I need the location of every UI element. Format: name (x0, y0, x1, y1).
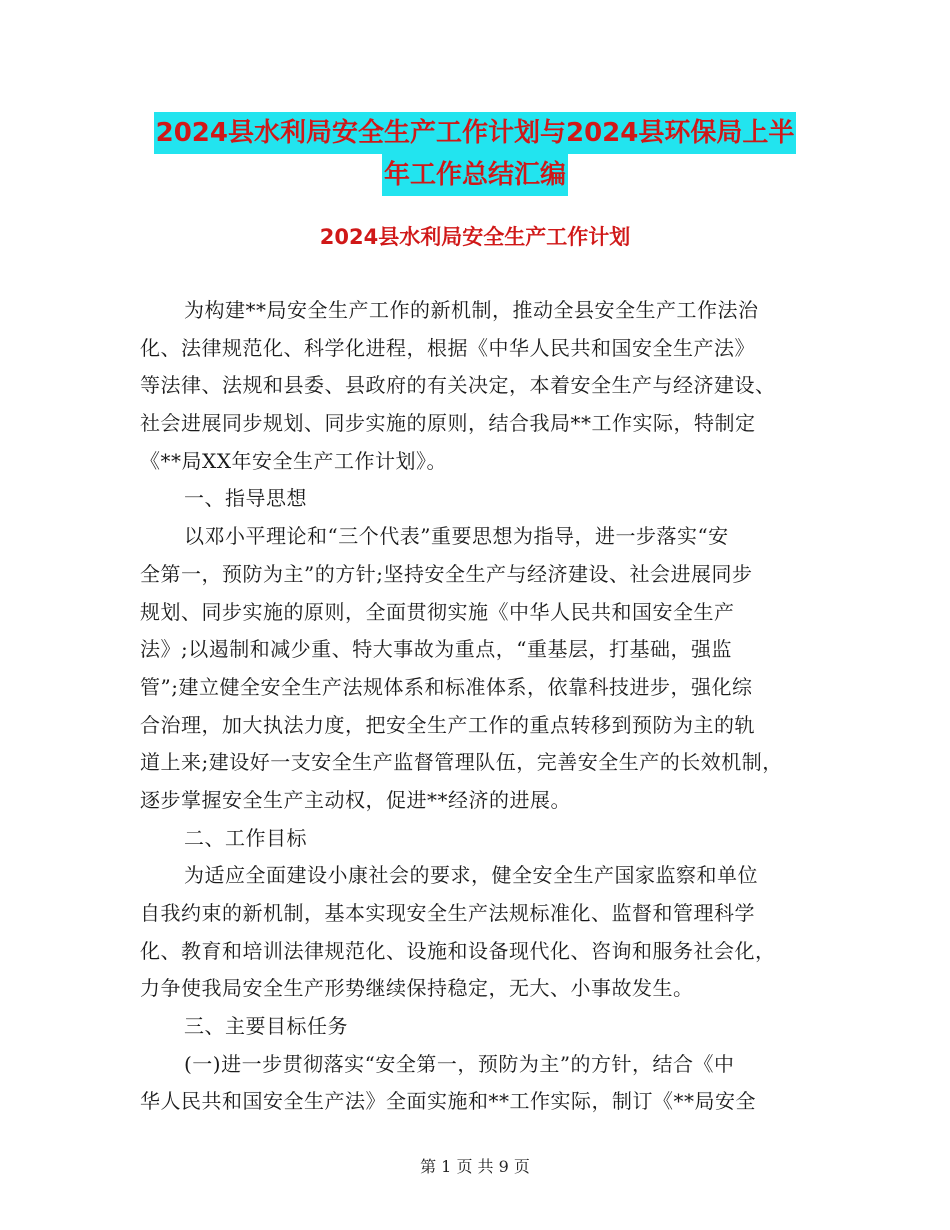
body-line: 等法律、法规和县委、县政府的有关决定，本着安全生产与经济建设、 (140, 373, 776, 398)
body-line: 化、教育和培训法律规范化、设施和设备现代化、咨询和服务社会化， (140, 938, 776, 963)
document-body (140, 292, 820, 1121)
body-line: 以邓小平理论和“三个代表”重要思想为指导，进一步落实“安 (184, 524, 729, 549)
body-line: 合治理，加大执法力度，把安全生产工作的重点转移到预防为主的轨 (140, 712, 755, 737)
heading-guiding-ideology: 一、指导思想 (184, 486, 307, 511)
title-line-1: 2024县水利局安全生产工作计划与2024县环保局上半 (154, 112, 797, 154)
title-line-2: 年工作总结汇编 (382, 154, 568, 196)
body-line: 力争使我局安全生产形势继续保持稳定，无大、小事故发生。 (140, 976, 694, 1001)
body-line: 化、法律规范化、科学化进程，根据《中华人民共和国安全生产法》 (140, 335, 755, 360)
body-line: 逐步掌握安全生产主动权，促进**经济的进展。 (140, 787, 571, 812)
body-line: 法》;以遏制和减少重、特大事故为重点，“重基层，打基础，强监 (140, 637, 732, 662)
section-title: 2024县水利局安全生产工作计划 (319, 225, 631, 249)
body-line: 《**局XX年安全生产工作计划》。 (140, 448, 447, 473)
body-line: 社会进展同步规划、同步实施的原则，结合我局**工作实际，特制定 (140, 411, 756, 436)
body-line: 管”;建立健全安全生产法规体系和标准体系，依靠科技进步，强化综 (140, 674, 753, 699)
heading-work-goals: 二、工作目标 (184, 825, 307, 850)
body-line: 自我约束的新机制，基本实现安全生产法规标准化、监督和管理科学 (140, 901, 755, 925)
body-line: 为构建**局安全生产工作的新机制，推动全县安全生产工作法治 (184, 298, 759, 322)
body-line: 道上来;建设好一支安全生产监督管理队伍，完善安全生产的长效机制， (140, 750, 783, 775)
body-line: 全第一，预防为主”的方针;坚持安全生产与经济建设、社会进展同步 (140, 561, 753, 586)
body-line: (一)进一步贯彻落实“安全第一，预防为主”的方针，结合《中 (184, 1051, 735, 1076)
document-title (0, 112, 950, 196)
page-number-footer: 第 1 页 共 9 页 (420, 1157, 530, 1176)
body-line: 规划、同步实施的原则，全面贯彻实施《中华人民共和国安全生产 (140, 599, 735, 624)
body-line: 为适应全面建设小康社会的要求，健全安全生产国家监察和单位 (184, 863, 758, 888)
body-line: 华人民共和国安全生产法》全面实施和**工作实际，制订《**局安全 (140, 1089, 756, 1114)
heading-main-tasks: 三、主要目标任务 (184, 1014, 348, 1039)
